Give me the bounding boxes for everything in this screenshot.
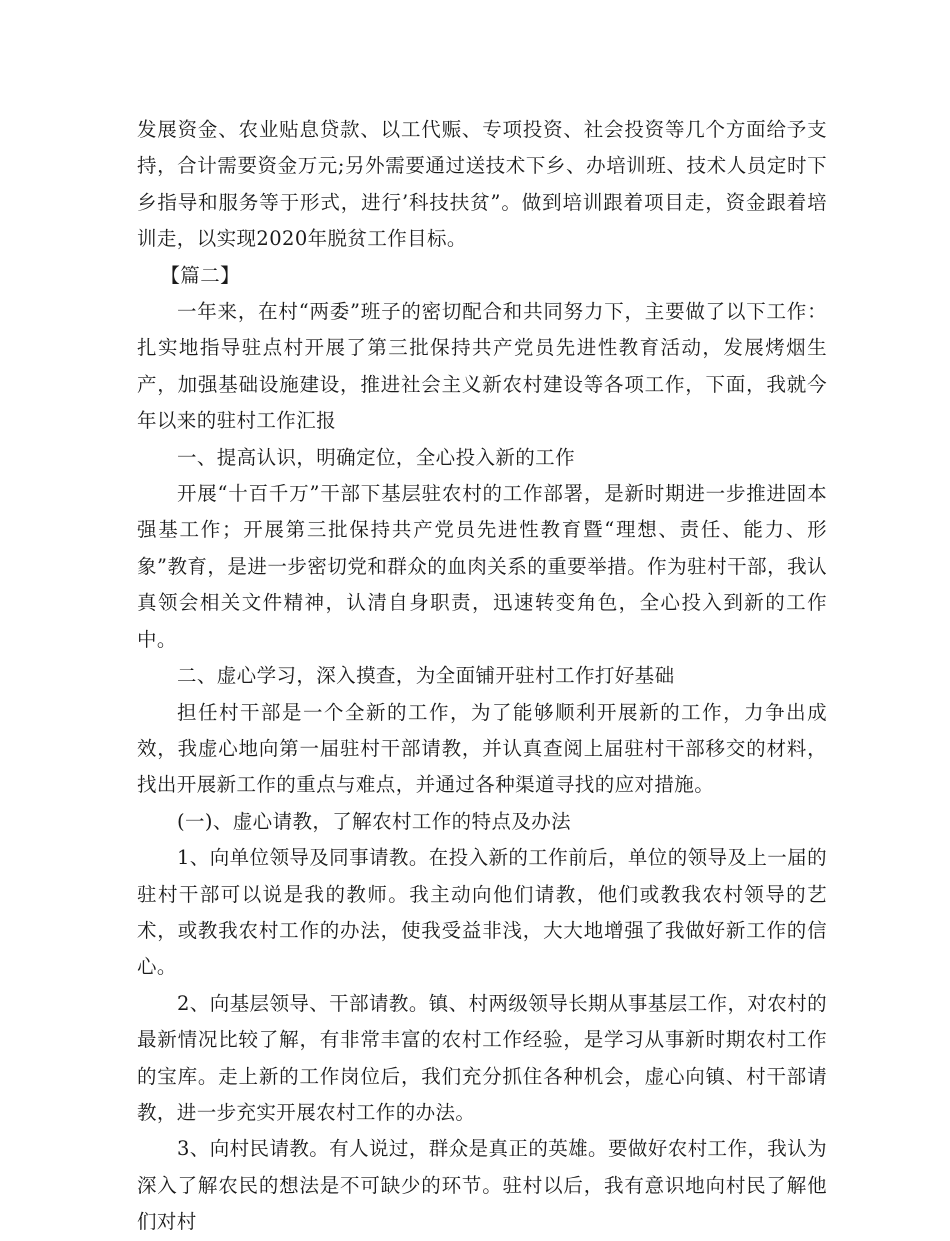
heading-one: 一、提高认识，明确定位，全心投入新的工作 [176,445,575,469]
heading-two: 二、虚心学习，深入摸查，为全面铺开驻村工作打好基础 [176,664,675,688]
document-body [137,112,827,1241]
list-item-three: 3、向村民请教。有人说过，群众是真正的英雄。要做好农村工作，我认为深入了解农民的想法是不可缺少的环节。驻村以后，我有意识地向村民了解他们对村 [137,1137,827,1234]
section-title: 【篇二】 [160,263,240,287]
subheading-one: (一)、虚心请教，了解农村工作的特点及办法 [176,809,572,833]
list-item-one: 1、向单位领导及同事请教。在投入新的工作前后，单位的领导及上一届的驻村干部可以说是我的教师。我主动向他们请教，他们或教我农村领导的艺术，或教我农村工作的办法，使我受益非浅，大大地增强了我做好新工作的信心。 [137,846,827,979]
paragraph-body-two: 担任村干部是一个全新的工作，为了能够顺利开展新的工作，力争出成效，我虚心地向第一届驻村干部请教，并认真查阅上届驻村干部移交的材料，找出开展新工作的重点与难点，并通过各种渠道寻找的应对措施。 [137,700,827,797]
paragraph-intro: 一年来，在村“两委”班子的密切配合和共同努力下，主要做了以下工作：扎实地指导驻点村开展了第三批保持共产党员先进性教育活动，发展烤烟生产，加强基础设施建设，推进社会主义新农村建设等各项工作，下面，我就今年以来的驻村工作汇报 [137,300,827,433]
list-item-two: 2、向基层领导、干部请教。镇、村两级领导长期从事基层工作，对农村的最新情况比较了解，有非常丰富的农村工作经验，是学习从事新时期农村工作的宝库。走上新的工作岗位后，我们充分抓住各种机会，虚心向镇、村干部请教，进一步充实开展农村工作的办法。 [137,991,827,1124]
paragraph-body-one: 开展“十百千万”干部下基层驻农村的工作部署，是新时期进一步推进固本强基工作；开展第三批保持共产党员先进性教育暨“理想、责任、能力、形象”教育，是进一步密切党和群众的血肉关系的重要举措。作为驻村干部，我认真领会相关文件精神，认清自身职责，迅速转变角色，全心投入到新的工作中。 [137,482,827,651]
paragraph-continuation: 发展资金、农业贴息贷款、以工代赈、专项投资、社会投资等几个方面给予支持，合计需要资金万元;另外需要通过送技术下乡、办培训班、技术人员定时下乡指导和服务等于形式，进行’科技扶贫”。做到培训跟着项目走，资金跟着培训走，以实现2020年脱贫工作目标。 [137,118,827,251]
